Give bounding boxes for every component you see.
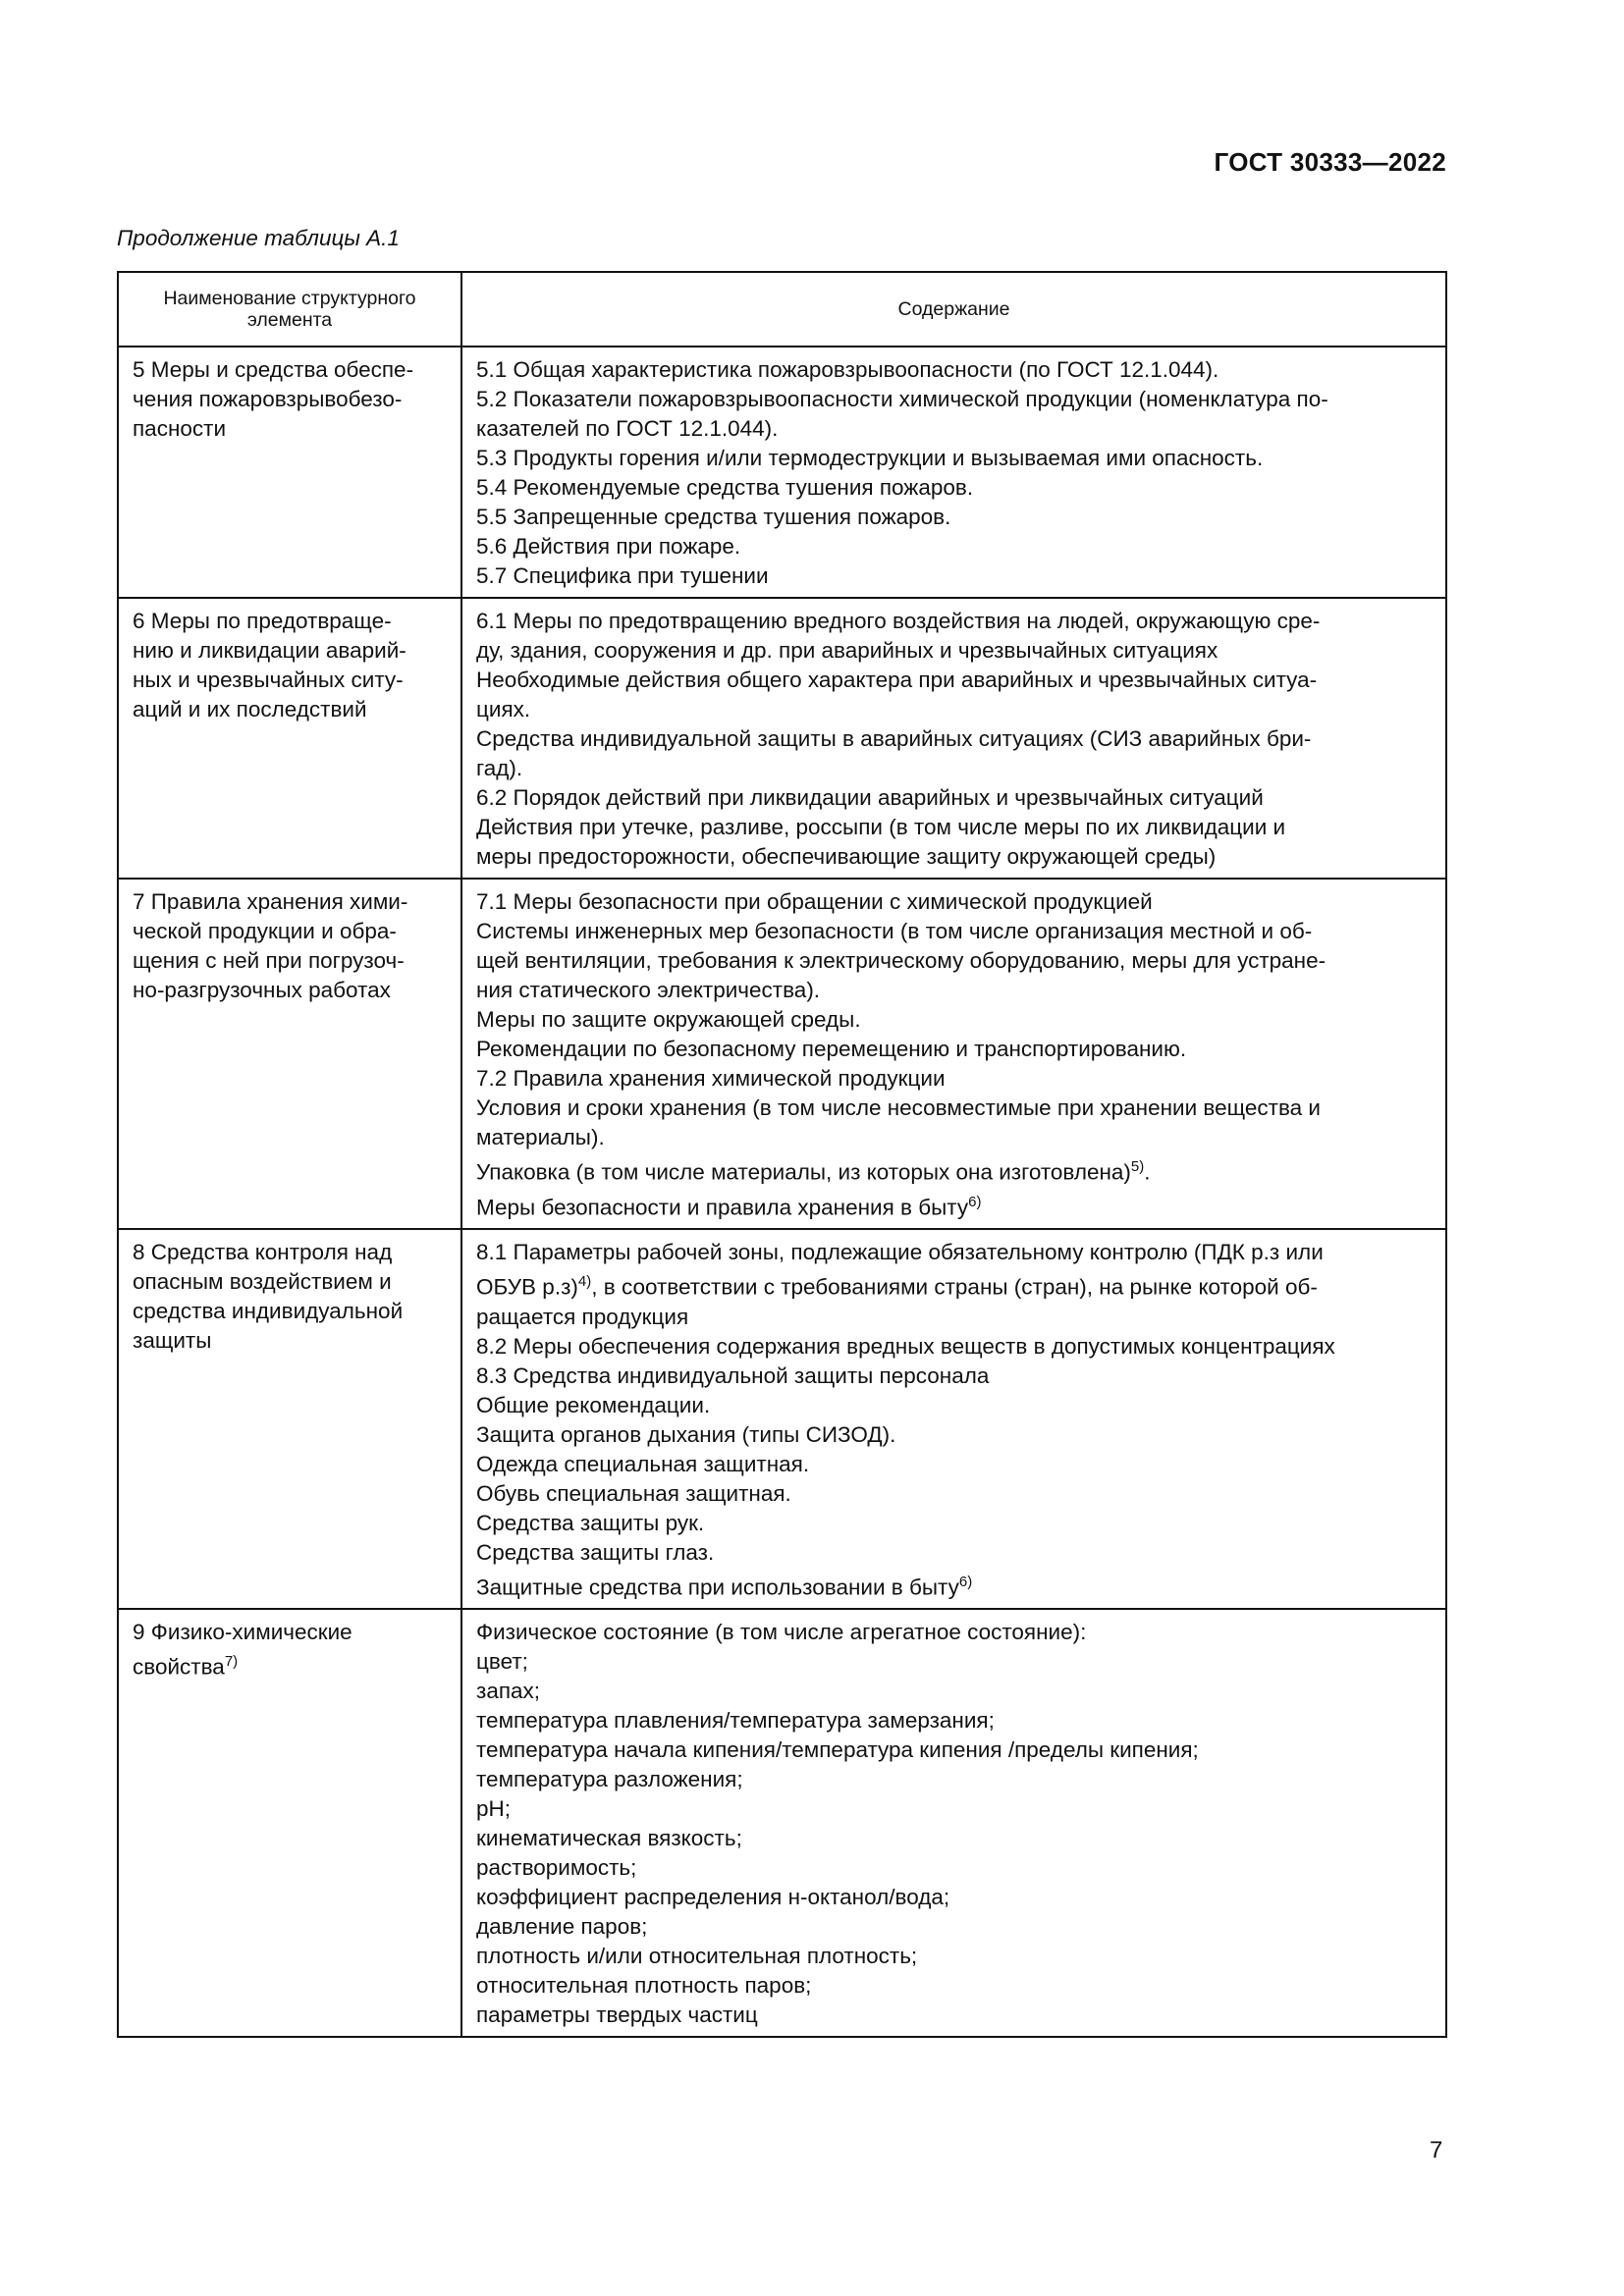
content-line: 8.1 Параметры рабочей зоны, подлежащие обязательному контролю (ПДК р.з или [476,1240,1324,1264]
element-name-line: ческой продукции и обра- [133,919,397,943]
content-line: гад). [476,756,523,780]
content-line: Одежда специальная защитная. [476,1451,810,1476]
structural-element-cell [118,347,461,598]
table-row [118,879,1446,1229]
content-line: плотность и/или относительная плотность; [476,1944,918,1968]
content-line: 8.3 Средства индивидуальной защиты персонала [476,1362,990,1388]
content-table [117,271,1447,2038]
element-name-line: щения с ней при погрузоч- [133,948,405,973]
element-name-line: свойства$^{7)}$ [133,1653,239,1680]
content-line: Действия при утечке, разливе, россыпи (в том числе меры по их ликвидации и [476,815,1286,839]
element-name-line: 6 Меры по предотвраще- [133,609,392,633]
content-line: 8.2 Меры обеспечения содержания вредных веществ в допустимых концентрациях [476,1333,1335,1359]
content-line: 7.2 Правила хранения химической продукции [476,1066,946,1091]
element-name-line: опасным воздействием и [133,1269,392,1294]
structural-element-cell [118,1229,461,1609]
content-line: температура плавления/температура замерзания; [476,1708,995,1733]
element-name-line: 8 Средства контроля над [133,1240,393,1264]
content-line: 6.2 Порядок действий при ликвидации аварийных и чрезвычайных ситуаций [476,785,1264,810]
content-line: параметры твердых частиц [476,2002,758,2027]
content-line: Меры безопасности и правила хранения в быту$^{6)}$ [476,1193,982,1219]
content-cell [461,347,1446,598]
content-line: температура начала кипения/температура кипения /пределы кипения; [476,1737,1199,1762]
column-header-name: Наименование структурного элемента [118,272,461,347]
element-name-line: средства индивидуальной [133,1299,404,1323]
element-name-line: 7 Правила хранения хими- [133,889,408,914]
content-line: 6.1 Меры по предотвращению вредного воздействия на людей, окружающую сре- [476,609,1321,633]
content-line: 5.6 Действия при пожаре. [476,534,741,559]
content-line: Общие рекомендации. [476,1392,711,1417]
content-line: давление паров; [476,1914,648,1939]
document-id: ГОСТ 30333—2022 [1214,147,1446,177]
content-line: 5.7 Специфика при тушении [476,563,769,588]
content-line: Меры по защите окружающей среды. [476,1007,861,1032]
content-line: Упаковка (в том числе материалы, из которых она изготовлена)$^{5)}$. [476,1158,1151,1185]
content-line: 5.3 Продукты горения и/или термодеструкции и вызываемая ими опасность. [476,446,1264,470]
content-line: 7.1 Меры безопасности при обращении с химической продукцией [476,889,1153,914]
content-line: Защита органов дыхания (типы СИЗОД). [476,1421,896,1447]
table-row [118,1609,1446,2037]
content-line: относительная плотность паров; [476,1973,812,1998]
content-line: Средства защиты глаз. [476,1539,715,1565]
content-line: цвет; [476,1649,528,1674]
element-name-line: нию и ликвидации аварий- [133,638,406,663]
structural-element-cell [118,1609,461,2037]
content-line: ращается продукция [476,1304,689,1329]
element-name-line: аций и их последствий [133,697,367,721]
table-header-row [118,272,1446,347]
content-line: щей вентиляции, требования к электрическому оборудованию, меры для устране- [476,948,1326,973]
content-line: Рекомендации по безопасному перемещению и транспортированию. [476,1037,1187,1061]
content-line: материалы). [476,1125,605,1149]
element-name-line: чения пожаровзрывобезо- [133,387,403,411]
table-row [118,1229,1446,1609]
content-line: ОБУВ р.з)$^{4)}$, в соответствии с требованиями страны (стран), на рынке которой об- [476,1273,1318,1300]
content-cell [461,879,1446,1229]
content-line: коэффициент распределения н-октанол/вода; [476,1885,950,1909]
structural-element-cell [118,598,461,879]
content-line: 5.1 Общая характеристика пожаровзрывоопасности (по ГОСТ 12.1.044). [476,357,1219,382]
content-line: ния статического электричества). [476,978,821,1002]
content-cell [461,598,1446,879]
content-line: Физическое состояние (в том числе агрегатное состояние): [476,1620,1087,1644]
content-cell [461,1609,1446,2037]
element-name-line: пасности [133,416,227,441]
element-name-line: 5 Меры и средства обеспе- [133,357,414,382]
table-row [118,347,1446,598]
column-header-content: Содержание [461,272,1446,347]
content-line: 5.4 Рекомендуемые средства тушения пожаров. [476,475,974,500]
content-line: Необходимые действия общего характера при аварийных и чрезвычайных ситуа- [476,667,1318,692]
content-line: меры предосторожности, обеспечивающие защиту окружающей среды) [476,844,1217,869]
element-name-line: но-разгрузочных работах [133,978,391,1002]
page-number: 7 [1430,2137,1443,2163]
element-name-line: ных и чрезвычайных ситу- [133,667,404,692]
content-line: запах; [476,1679,541,1703]
content-cell [461,1229,1446,1609]
content-line: кинематическая вязкость; [476,1826,742,1850]
table-caption: Продолжение таблицы А.1 [117,226,400,250]
content-line: ду, здания, сооружения и др. при аварийных и чрезвычайных ситуациях [476,638,1218,663]
content-line: 5.5 Запрещенные средства тушения пожаров. [476,505,951,529]
content-line: Системы инженерных мер безопасности (в том числе организация местной и об- [476,919,1313,943]
content-line: Условия и сроки хранения (в том числе несовместимые при хранении вещества и [476,1095,1321,1120]
content-line: 5.2 Показатели пожаровзрывоопасности химической продукции (номенклатура по- [476,387,1328,411]
content-line: циях. [476,697,531,721]
content-line: Защитные средства при использовании в быту$^{6)}$ [476,1573,973,1599]
content-line: растворимость; [476,1855,637,1880]
content-line: Обувь специальная защитная. [476,1480,791,1506]
element-name-line: защиты [133,1328,212,1353]
element-name-line: 9 Физико-химические [133,1620,352,1644]
table-row [118,598,1446,879]
content-line: Средства индивидуальной защиты в аварийных ситуациях (СИЗ аварийных бри- [476,726,1312,751]
content-line: Средства защиты рук. [476,1510,705,1535]
structural-element-cell [118,879,461,1229]
content-line: казателей по ГОСТ 12.1.044). [476,416,779,441]
content-line: температура разложения; [476,1767,743,1791]
content-line: pH; [476,1796,512,1821]
